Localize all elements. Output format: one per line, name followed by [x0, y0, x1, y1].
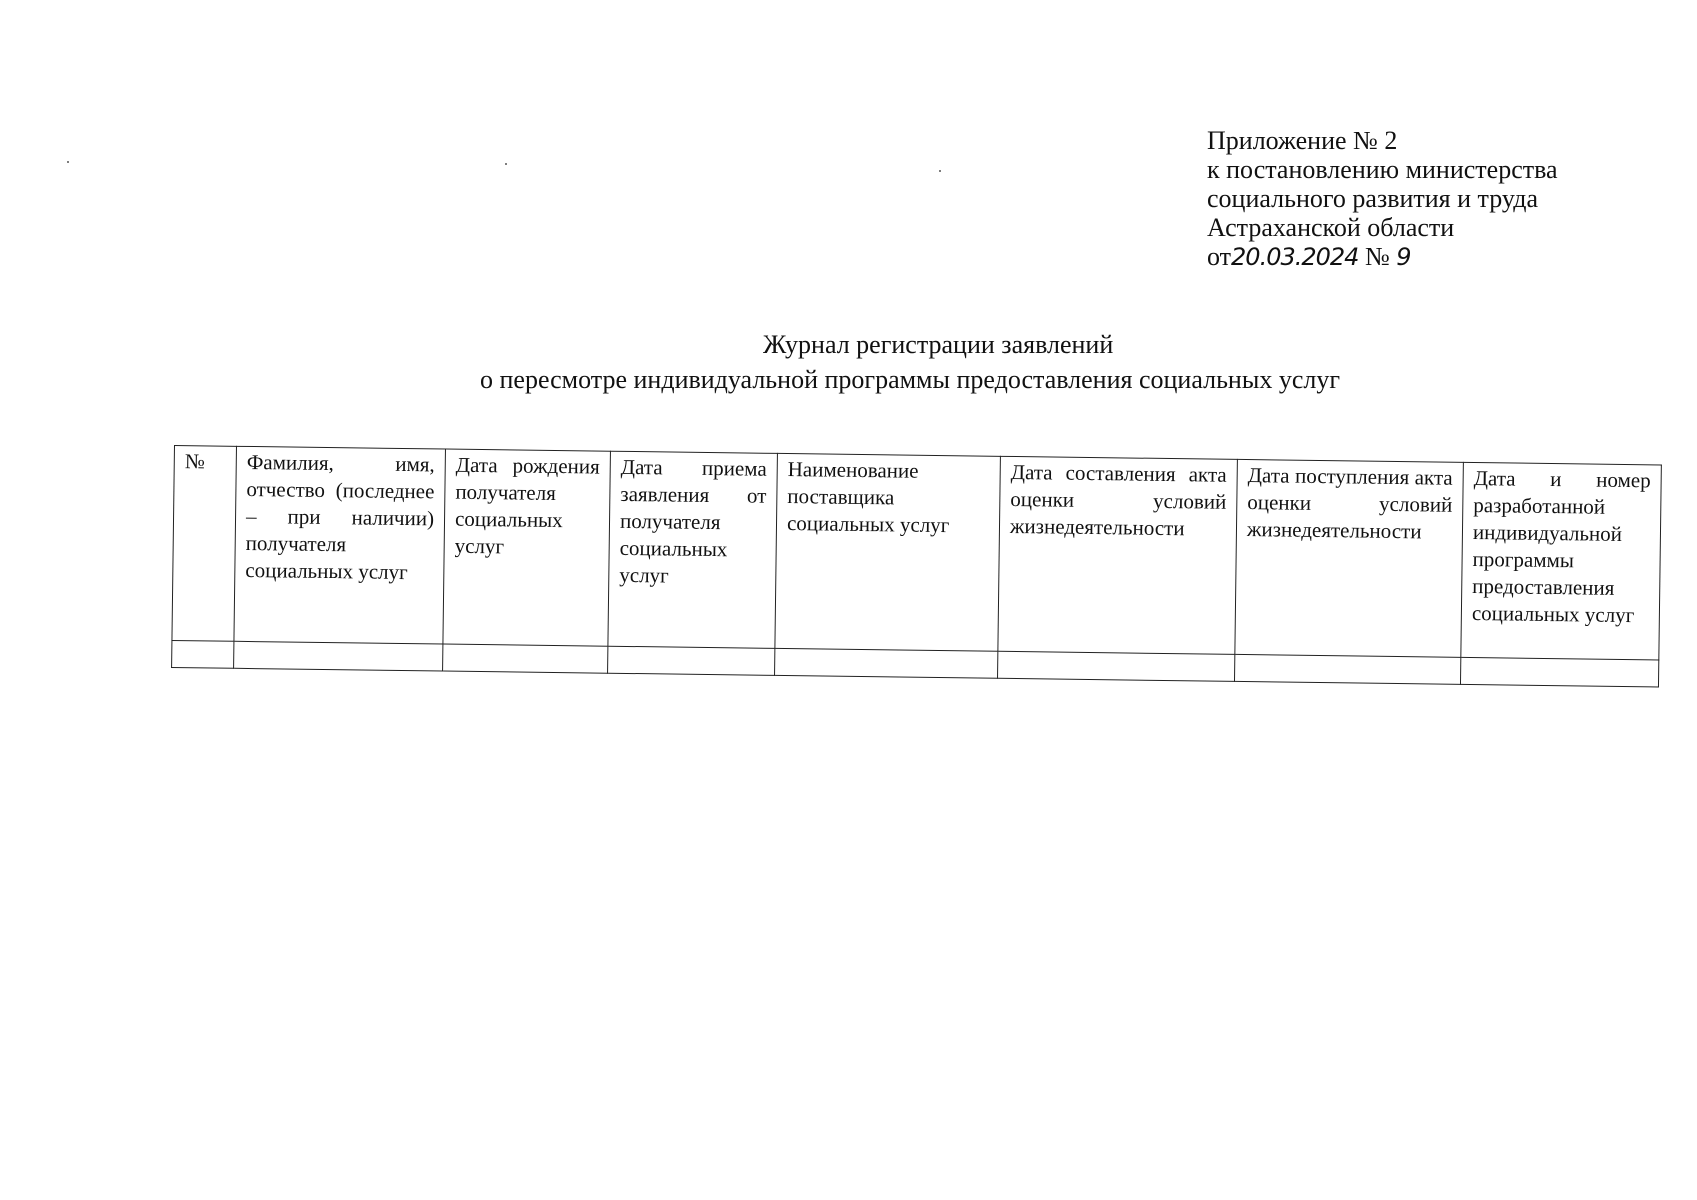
table-cell — [234, 641, 443, 671]
appendix-date-line — [1207, 242, 1558, 272]
handwritten-number: 9 — [1396, 243, 1411, 271]
table-cell — [1234, 654, 1460, 684]
header-cell-provider-name: Наименование поставщика социальных услуг — [775, 453, 1001, 651]
journal-table — [171, 445, 1662, 687]
table-cell — [172, 640, 234, 668]
table-cell — [1460, 657, 1658, 687]
appendix-line-1: Приложение № 2 — [1207, 126, 1398, 155]
date-prefix: от — [1207, 242, 1232, 271]
header-cell-birth-date: Дата рождения получателя социальных услуг — [443, 449, 611, 646]
title-line-2: о пересмотре индивидуальной программы предоставления социальных услуг — [480, 365, 1340, 394]
handwritten-date: 20.03.2024 — [1231, 243, 1359, 271]
header-cell-number: № — [172, 446, 237, 642]
header-cell-act-compiled-date: Дата составления акта оценки условий жизнедеятельности — [998, 456, 1238, 654]
journal-table-wrapper — [171, 445, 1661, 687]
header-cell-full-name: Фамилия, имя, отчество (последнее – при наличии) получателя социальных услуг — [234, 446, 446, 644]
header-cell-act-received-date: Дата поступления акта оценки условий жизнедеятельности — [1235, 459, 1464, 657]
table-cell — [998, 651, 1235, 681]
scan-speck — [939, 170, 941, 172]
scan-speck — [67, 161, 69, 163]
appendix-line-3: социального развития и труда — [1207, 184, 1539, 213]
table-header-row — [172, 446, 1661, 660]
title-line-1: Журнал регистрации заявлений — [763, 330, 1114, 359]
number-prefix: № — [1364, 242, 1390, 271]
table-cell — [775, 648, 998, 678]
table-cell — [443, 644, 608, 673]
scan-speck — [505, 163, 507, 165]
table-cell — [608, 646, 775, 675]
appendix-block — [1207, 126, 1558, 272]
header-cell-program-date-number: Дата и номер разработанной индивидуальной программы предоставления социальных услуг — [1461, 462, 1662, 660]
appendix-line-2: к постановлению министерства — [1207, 155, 1558, 184]
appendix-line-4: Астраханской области — [1207, 213, 1455, 242]
header-cell-application-date: Дата приема заявления от получателя социальных услуг — [608, 451, 778, 648]
